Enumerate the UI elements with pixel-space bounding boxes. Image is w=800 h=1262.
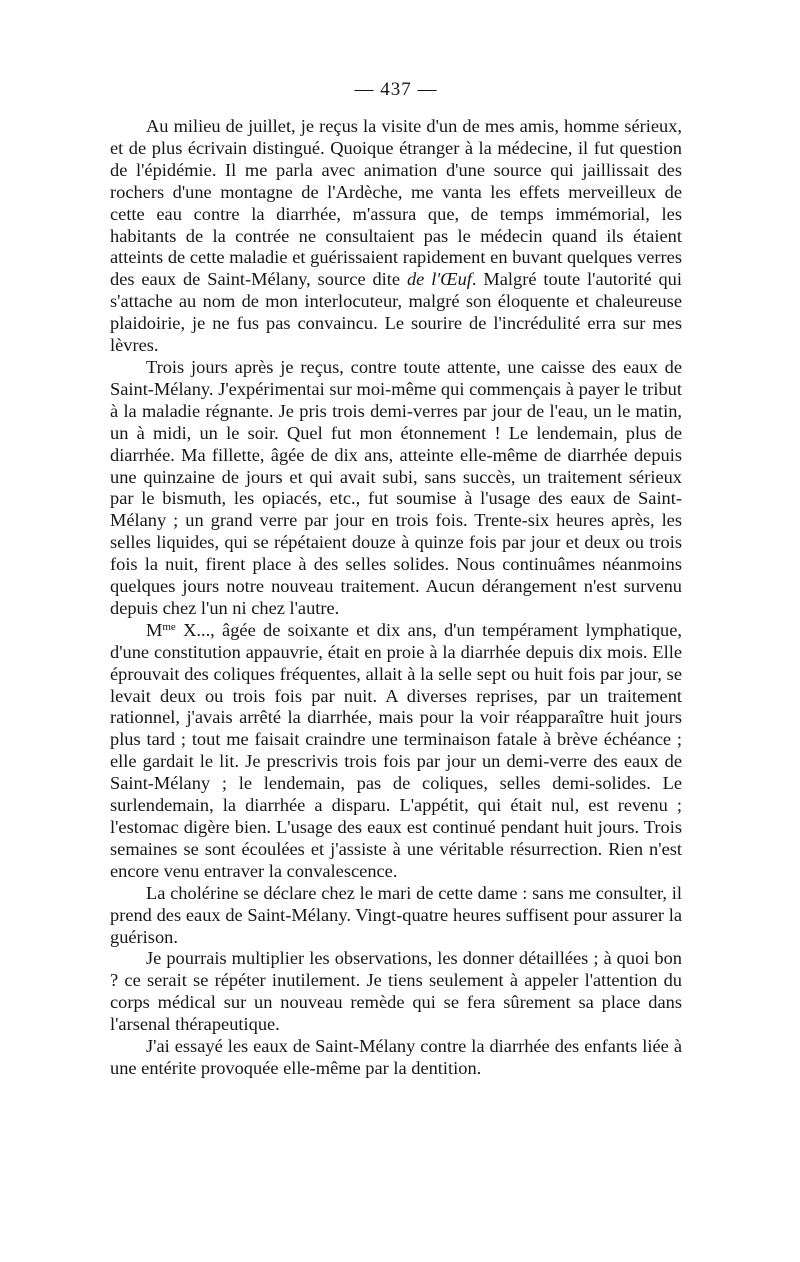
paragraph-6: J'ai essayé les eaux de Saint-Mélany contre la diarrhée des enfants liée à une entérite provoquée elle-même par la dentition. [110,1036,682,1078]
book-page [110,80,682,1080]
paragraph-3 [110,620,682,883]
paragraph-5: Je pourrais multiplier les observations, les donner détaillées ; à quoi bon ? ce serait se répéter inutilement. Je tiens seulement à appeler l'attention du corps médical sur un nouveau remède qui se fera sûrement sa place dans l'arsenal thérapeutique. [110,948,682,1035]
madame-abbrev: M [146,619,163,640]
paragraph-1-text-a: Au milieu de juillet, je reçus la visite d'un de mes amis, homme sérieux, et de plus écrivain distingué. Quoique étranger à la médecine, il fut question de l'épidémie. Il me parla avec animation d'une source qui jaillissait des rochers d'une montagne de l'Ardèche, me vanta les effets merveilleux de cette eau contre la diarrhée, m'assura que, de temps immémorial, les habitants de la contrée ne consultaient pas le médecin quand ils étaient atteints de cette maladie et guérissaient rapidement en buvant quelques verres des eaux de Saint-Mélany, source dite [110,116,682,290]
source-name-italic: de l'Œuf [406,269,472,290]
page-number: — 437 — [354,79,438,100]
paragraph-4: La cholérine se déclare chez le mari de cette dame : sans me consulter, il prend des eaux de Saint-Mélany. Vingt-quatre heures suffisent pour assurer la guérison. [110,882,682,947]
paragraph-1 [110,116,682,357]
paragraph-3-text: X..., âgée de soixante et dix ans, d'un tempérament lymphatique, d'une constitution appauvrie, était en proie à la diarrhée depuis dix mois. Elle éprouvait des coliques fréquentes, allait à la selle sept ou huit fois par jour, se levait deux ou trois fois par nuit. A diverses reprises, par un traitement rationnel, j'avais arrêté la diarrhée, mais pour la voir réapparaître huit jours plus tard ; tout me faisait craindre une terminaison fatale à brève échéance ; elle gardait le lit. Je prescrivis trois fois par jour un demi-verre des eaux de Saint-Mélany ; le lendemain, pas de coliques, selles demi-solides. Le surlendemain, la diarrhée a disparu. L'appétit, qui était nul, est revenu ; l'estomac digère bien. L'usage des eaux est continué pendant huit jours. Trois semaines se sont écoulées et j'assiste à une véritable résurrection. Rien n'est encore venu entraver la convalescence. [110,619,682,881]
madame-superscript: me [162,620,176,633]
paragraph-1-text-b: . Malgré toute l'autorité qui s'attache au nom de mon interlocuteur, malgré son éloquente et chaleureuse plaidoirie, je ne fus pas convaincu. Le sourire de l'incrédulité erra sur mes lèvres. [110,269,682,356]
paragraph-2: Trois jours après je reçus, contre toute attente, une caisse des eaux de Saint-Mélany. J'expérimentai sur moi-même qui commençais à payer le tribut à la maladie régnante. Je pris trois demi-verres par jour de l'eau, un le matin, un à midi, un le soir. Quel fut mon étonnement ! Le lendemain, plus de diarrhée. Ma fillette, âgée de dix ans, atteinte elle-même de diarrhée depuis une quinzaine de jours et qui avait subi, sans succès, un traitement sérieux par le bismuth, les opiacés, etc., fut soumise à l'usage des eaux de Saint-Mélany ; un grand verre par jour en trois fois. Trente-six heures après, les selles liquides, qui se répétaient douze à quinze fois par jour et deux ou trois fois la nuit, firent place à des selles solides. Nous continuâmes néanmoins quelques jours notre nouveau traitement. Aucun dérangement n'est survenu depuis chez l'un ni chez l'autre. [110,356,682,618]
